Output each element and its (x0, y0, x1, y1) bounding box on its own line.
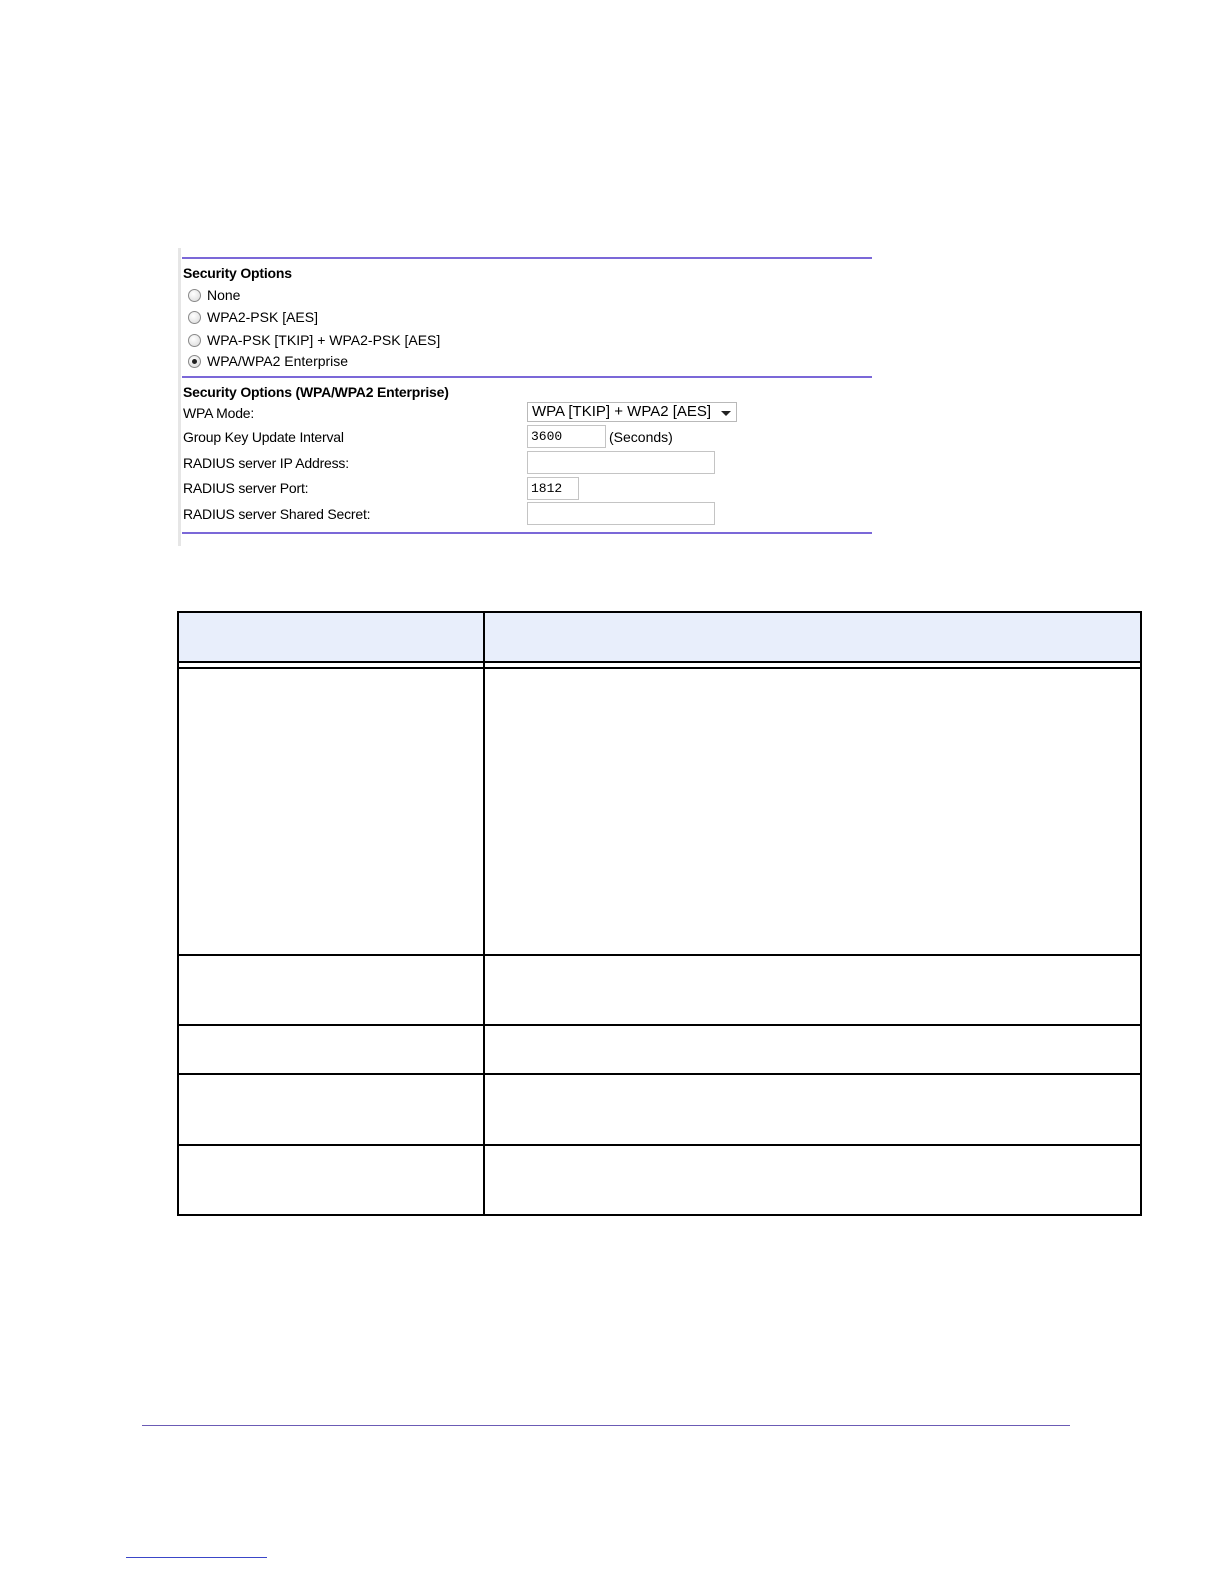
table-header-row (179, 613, 1140, 661)
radio-wpa-wpa2-psk[interactable] (188, 334, 201, 347)
wpa-mode-select[interactable] (527, 402, 737, 422)
top-divider (182, 257, 872, 259)
option-none[interactable] (188, 286, 240, 304)
radius-port-label: RADIUS server Port: (183, 480, 309, 496)
radio-enterprise[interactable] (188, 355, 201, 368)
option-enterprise-label: WPA/WPA2 Enterprise (207, 353, 349, 369)
radius-ip-input[interactable] (527, 451, 715, 474)
panel-edge (178, 248, 181, 546)
radius-secret-label: RADIUS server Shared Secret: (183, 506, 371, 522)
middle-divider (182, 376, 872, 378)
table-header-divider (179, 661, 1140, 663)
enterprise-options-title: Security Options (WPA/WPA2 Enterprise) (183, 384, 449, 400)
chevron-down-icon[interactable] (721, 411, 731, 416)
wpa-mode-label: WPA Mode: (183, 405, 255, 421)
table-header-divider-second (179, 667, 1140, 669)
footer-rule (142, 1425, 1070, 1426)
radius-secret-input[interactable] (527, 502, 715, 525)
radio-none[interactable] (188, 289, 201, 302)
radius-port-input[interactable]: 1812 (527, 477, 579, 500)
settings-description-table (177, 611, 1142, 1216)
wpa-mode-value: WPA [TKIP] + WPA2 [AES] (532, 403, 712, 420)
option-wpa-wpa2-psk[interactable] (188, 331, 440, 349)
option-enterprise[interactable] (188, 352, 348, 370)
table-row-divider (179, 1144, 1140, 1146)
security-options-title: Security Options (183, 265, 292, 281)
option-wpa2-psk-label: WPA2-PSK [AES] (207, 309, 318, 325)
option-none-label: None (207, 287, 241, 303)
group-key-input[interactable]: 3600 (527, 425, 606, 448)
footer-link-underline[interactable] (126, 1557, 267, 1558)
bottom-divider (182, 532, 872, 534)
radio-wpa2-psk[interactable] (188, 311, 201, 324)
radius-ip-label: RADIUS server IP Address: (183, 455, 349, 471)
table-row-divider (179, 1073, 1140, 1075)
security-settings-screenshot (178, 248, 872, 546)
table-row-divider (179, 1024, 1140, 1026)
group-key-unit: (Seconds) (609, 429, 673, 445)
option-wpa2-psk[interactable] (188, 308, 318, 326)
table-column-divider (483, 613, 485, 1214)
option-wpa-wpa2-psk-label: WPA-PSK [TKIP] + WPA2-PSK [AES] (207, 332, 441, 348)
table-row-divider (179, 954, 1140, 956)
group-key-label: Group Key Update Interval (183, 429, 344, 445)
